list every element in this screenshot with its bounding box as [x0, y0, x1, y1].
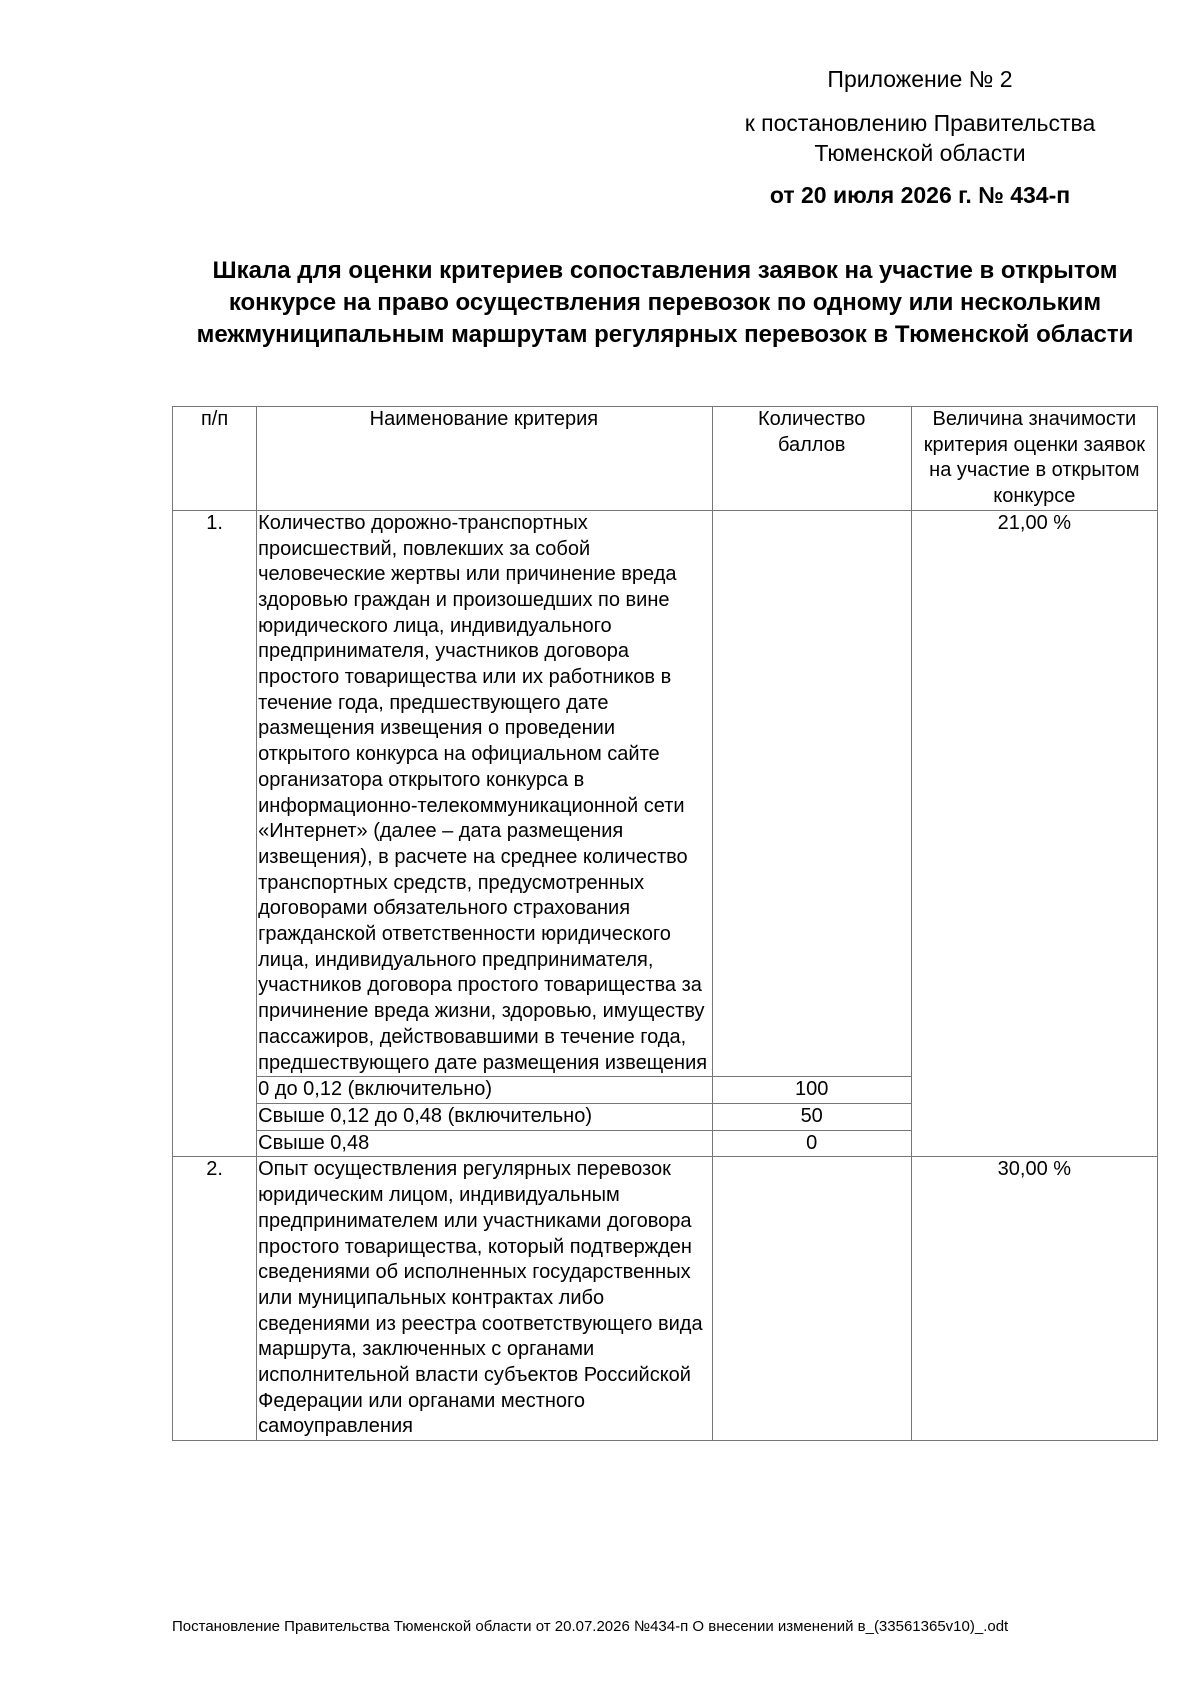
criterion1-scale-range: Свыше 0,48 — [257, 1130, 713, 1157]
criterion1-scale-range: 0 до 0,12 (включительно) — [257, 1077, 713, 1104]
criterion1-scale-points: 0 — [712, 1130, 911, 1157]
criterion1-num: 1. — [173, 510, 257, 1157]
appendix-title: Приложение № 2 — [827, 66, 1013, 92]
header-points — [712, 407, 911, 511]
criterion1-weight: 21,00 % — [911, 510, 1157, 1157]
criteria-table — [172, 406, 1158, 1441]
document-title: Шкала для оценки критериев сопоставления заявок на участие в открытом конкурсе на право осуществления перевозок по одному или нескольким межмуниципальным маршрутам регулярных перевозок в Тюменской области — [196, 257, 1134, 348]
header-name: Наименование критерия — [257, 407, 713, 511]
header-weight: Величина значимости критерия оценки заявок на участие в открытом конкурсе — [911, 407, 1157, 511]
appendix-reference-line2: Тюменской области — [814, 140, 1026, 166]
header-points-label: Количество баллов — [757, 408, 866, 456]
criterion2-points-empty — [712, 1157, 911, 1441]
header-num: п/п — [173, 407, 257, 511]
appendix-reference-line1: к постановлению Правительства — [744, 110, 1096, 136]
table-header-row — [173, 407, 1158, 511]
criterion1-scale-range: Свыше 0,12 до 0,48 (включительно) — [257, 1103, 713, 1130]
appendix-reference — [700, 108, 1140, 168]
criterion2-weight: 30,00 % — [911, 1157, 1157, 1441]
criterion1-scale-points: 50 — [712, 1103, 911, 1130]
appendix-date: от 20 июля 2026 г. № 434-п — [769, 182, 1071, 208]
criterion2-text: Опыт осуществления регулярных перевозок юридическим лицом, индивидуальным предпринимателем или участниками договора простого товарищества, который подтвержден сведениями об исполненных государственных или муниципальных контрактах либо сведениями из реестра соответствующего вида маршрута, заключенных с органами исполнительной власти субъектов Российской Федерации или органами местного самоуправления — [257, 1157, 713, 1441]
criterion1-text: Количество дорожно-транспортных происшествий, повлекших за собой человеческие жертвы или причинение вреда здоровью граждан и произошедших по вине юридического лица, индивидуального предпринимателя, участников договора простого товарищества или их работников в течение года, предшествующего дате размещения извещения о проведении открытого конкурса на официальном сайте организатора открытого конкурса в информационно-телекоммуникационной сети «Интернет» (далее – дата размещения извещения), в расчете на среднее количество транспортных средств, предусмотренных договорами обязательного страхования гражданской ответственности юридического лица, индивидуального предпринимателя, участников договора простого товарищества за причинение вреда жизни, здоровью, имуществу пассажиров, действовавшими в течение года, предшествующего дате размещения извещения — [257, 510, 713, 1076]
page-footer: Постановление Правительства Тюменской области от 20.07.2026 №434-п О внесении изменений в_(33561365v10)_.odt — [172, 1618, 1009, 1635]
criterion1-points-empty — [712, 510, 911, 1076]
criterion1-scale-points: 100 — [712, 1077, 911, 1104]
table-row — [173, 510, 1158, 1076]
table-row — [173, 1157, 1158, 1441]
criterion2-num: 2. — [173, 1157, 257, 1441]
